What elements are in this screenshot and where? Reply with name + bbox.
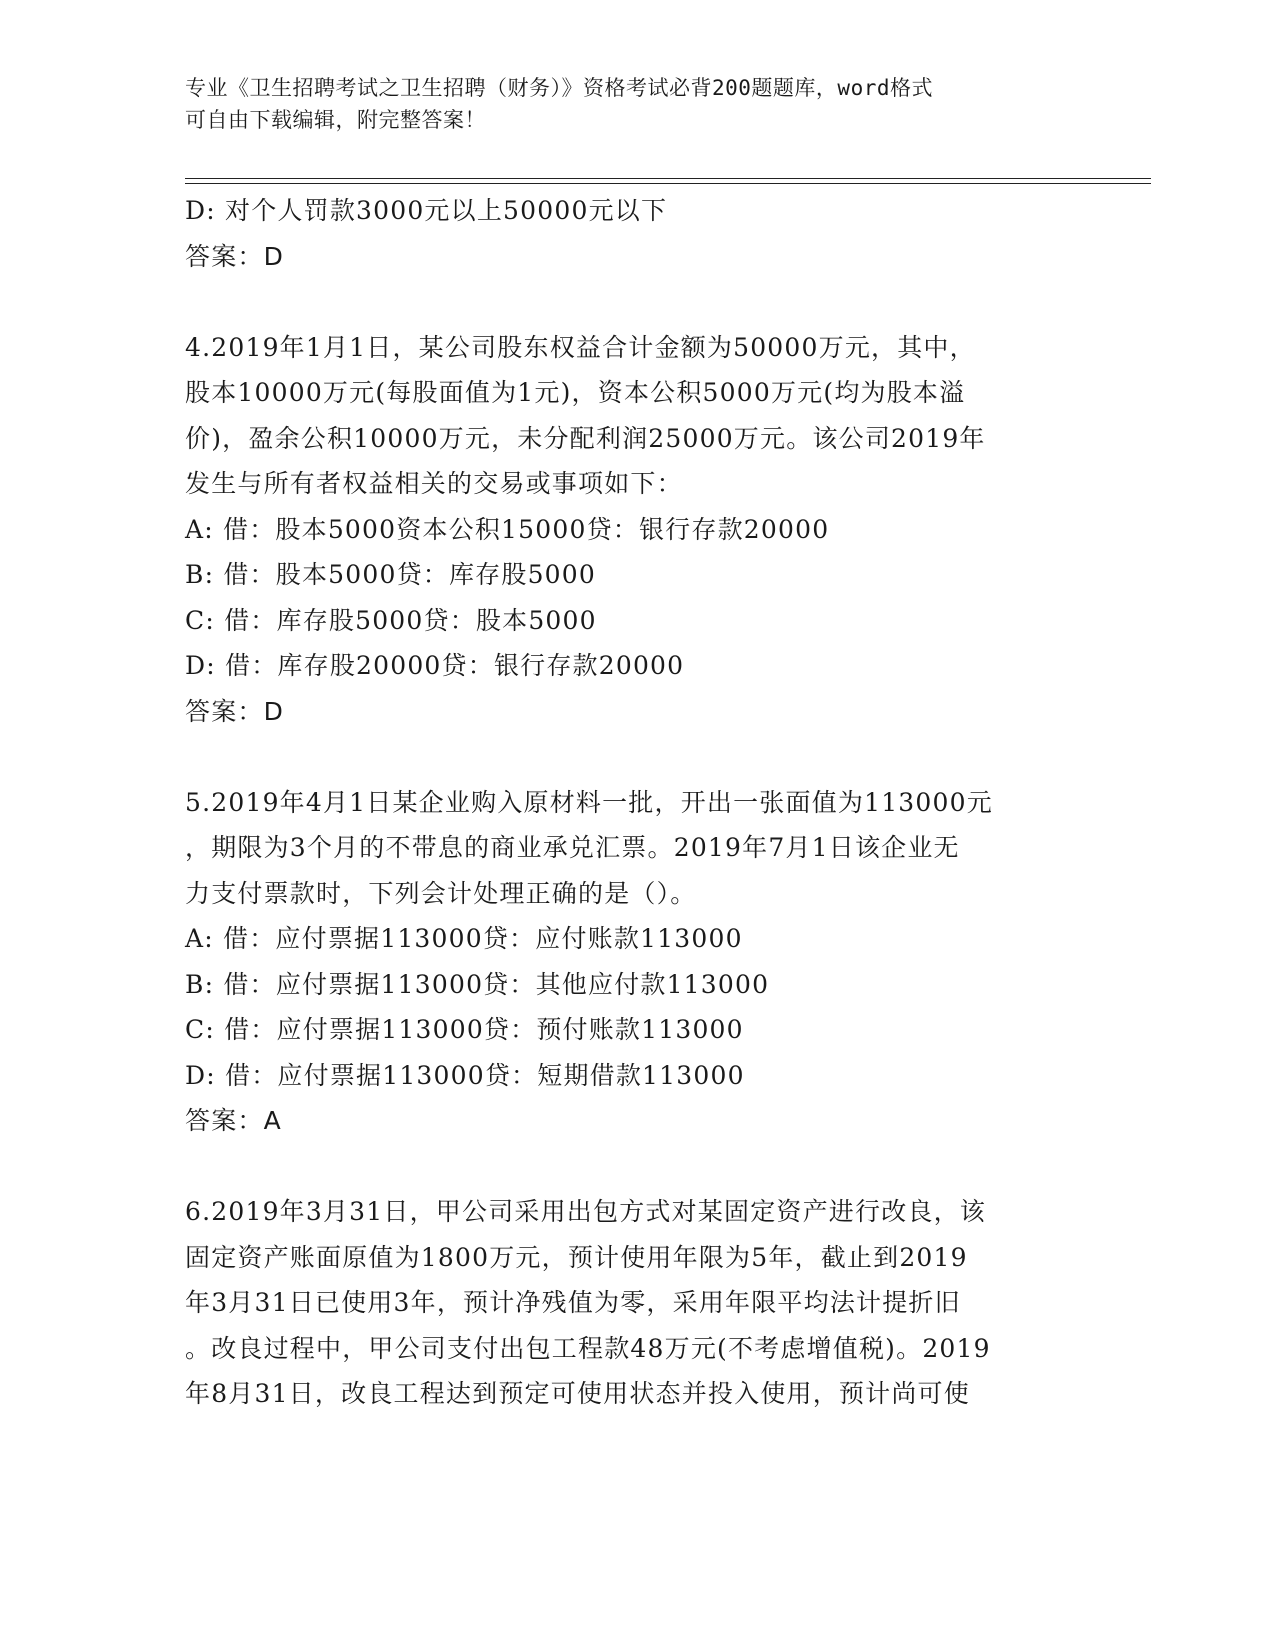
question-6 xyxy=(185,1189,1085,1417)
option-d: D: 借：库存股20000贷：银行存款20000 xyxy=(185,651,685,680)
answer: 答案：D xyxy=(185,241,285,271)
question-stem-line: 。改良过程中，甲公司支付出包工程款48万元(不考虑增值税)。2019 xyxy=(185,1333,991,1363)
question-stem-line: 固定资产账面原值为1800万元，预计使用年限为5年，截止到2019 xyxy=(185,1242,968,1272)
question-stem-line: 6.2019年3月31日，甲公司采用出包方式对某固定资产进行改良，该 xyxy=(185,1197,986,1226)
option-a: A: 借：股本5000资本公积15000贷：银行存款20000 xyxy=(185,514,830,544)
question-stem-line: 4.2019年1月1日，某公司股东权益合计金额为50000万元，其中， xyxy=(185,332,976,362)
header-title-line-2: 可自由下载编辑，附完整答案！ xyxy=(185,108,486,132)
question-stem-line: 发生与所有者权益相关的交易或事项如下： xyxy=(185,469,683,498)
question-stem-line: 年3月31日已使用3年，预计净残值为零，采用年限平均法计提折旧 xyxy=(185,1288,961,1317)
question-stem-line: 力支付票款时，下列会计处理正确的是（）。 xyxy=(185,878,697,908)
question-stem-line: 股本10000万元(每股面值为1元)，资本公积5000万元(均为股本溢 xyxy=(185,378,966,407)
option-c: C: 借：应付票据113000贷：预付账款113000 xyxy=(185,1015,744,1044)
answer: 答案：A xyxy=(185,1106,282,1135)
option-d: D: 借：应付票据113000贷：短期借款113000 xyxy=(185,1060,745,1090)
option-a: A: 借：应付票据113000贷：应付账款113000 xyxy=(185,924,743,953)
header-divider-top xyxy=(185,178,1151,179)
question-stem-line: 5.2019年4月1日某企业购入原材料一批，开出一张面值为113000元 xyxy=(185,787,993,817)
document-body xyxy=(185,188,1085,1417)
option-b: B: 借：股本5000贷：库存股5000 xyxy=(185,560,596,589)
header-title-line-1: 专业《卫生招聘考试之卫生招聘（财务）》资格考试必背200题题库，word格式 xyxy=(185,76,933,100)
question-3-tail xyxy=(185,188,1085,279)
question-4 xyxy=(185,325,1085,735)
option-d: D: 对个人罚款3000元以上50000元以下 xyxy=(185,196,668,225)
spacer xyxy=(185,734,1085,780)
header-divider-bottom xyxy=(185,183,1151,184)
option-c: C: 借：库存股5000贷：股本5000 xyxy=(185,605,597,635)
answer: 答案：D xyxy=(185,696,285,726)
spacer xyxy=(185,279,1085,325)
option-b: B: 借：应付票据113000贷：其他应付款113000 xyxy=(185,969,770,999)
question-stem-line: 价)，盈余公积10000万元，未分配利润25000万元。该公司2019年 xyxy=(185,423,986,453)
question-stem-line: ，期限为3个月的不带息的商业承兑汇票。2019年7月1日该企业无 xyxy=(185,833,960,862)
question-stem-line: 年8月31日，改良工程达到预定可使用状态并投入使用，预计尚可使 xyxy=(185,1379,970,1408)
question-5 xyxy=(185,780,1085,1144)
spacer xyxy=(185,1144,1085,1190)
document-header xyxy=(185,72,1065,136)
